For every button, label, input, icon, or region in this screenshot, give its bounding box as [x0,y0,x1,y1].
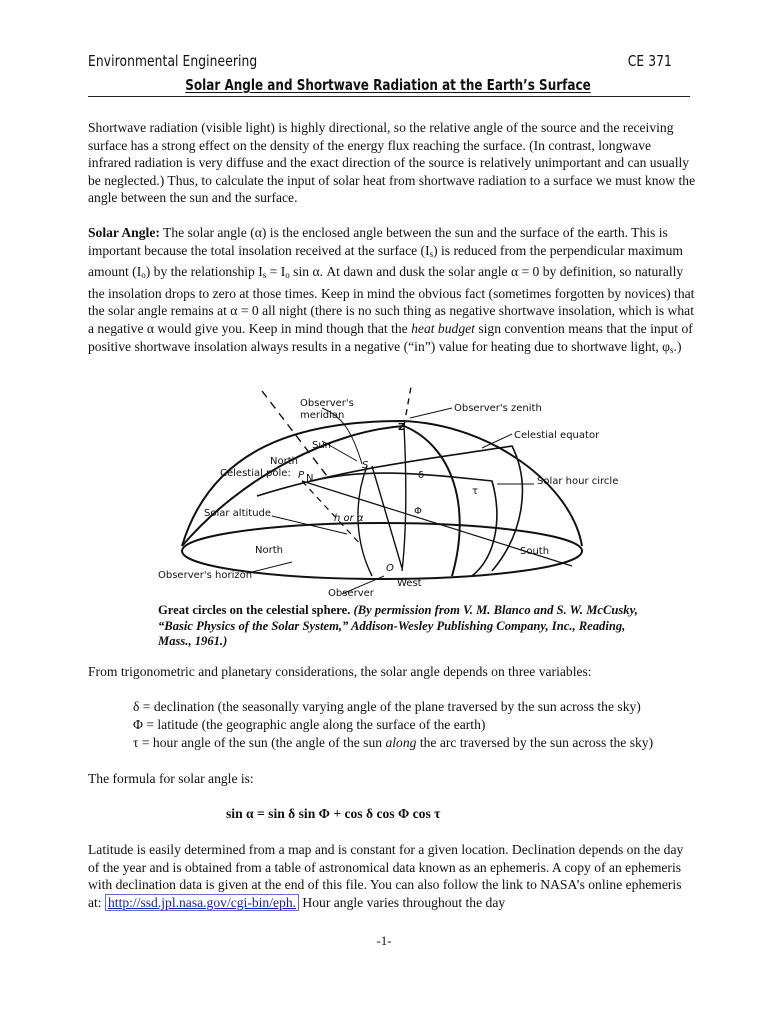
figure-caption [158,603,638,650]
label-pole-sub: N [306,473,314,484]
label-pole-2: Celestial pole: [220,468,291,479]
text-run: .) [673,338,682,354]
label-south: South [520,546,550,557]
label-hour-circle: Solar hour circle [537,476,619,487]
text-run: Latitude is easily determined from a map and is constant for a given location. Declination depends on the day of the year and is obtained from a table of astronomical data known as an ephemeris. A copy of an ephemeris with declination data is given at the end of this file. You can also follow the link to NASA’s online ephemeris at: [88,842,684,910]
solar-angle-paragraph [88,224,696,359]
label-pole-1: North [270,456,298,467]
emphasis: along [385,735,417,750]
text-run: the arc traversed by the sun across the sky) [416,735,654,750]
label-zenith: Observer's zenith [454,403,542,414]
emphasis: heat budget [411,320,475,336]
text-run: Hour angle varies throughout the day [299,894,506,910]
title-rule [88,96,690,97]
solar-angle-heading: Solar Angle: [88,225,160,240]
label-north: North [255,545,283,556]
label-pole-symbol: P [298,470,305,481]
label-observer: Observer [328,588,374,599]
text-run: sign convention means that the input of positive shortwave insolation always results in a negative (“in”) value for heating due to shortwave light, φ [88,320,693,354]
text-run: ) by the relationship I [145,264,263,280]
subscript: s [670,344,674,355]
ephemeris-paragraph [88,841,696,911]
var-hour-angle [133,734,653,752]
subscript: s [429,248,434,259]
var-declination: δ = declination (the seasonally varying angle of the plane traversed by the sun across the sky) [133,699,641,714]
zenith-dashed [404,386,412,426]
subscript: o [141,270,146,281]
solar-angle-formula: sin α = sin δ sin Φ + cos δ cos Φ cos τ [226,806,441,821]
label-o: O [386,563,394,574]
page-number: -1- [376,933,392,948]
document-title: Solar Angle and Shortwave Radiation at the Earth’s Surface [185,76,591,94]
caption-credit: (By permission from V. M. Blanco and S. W. McCusky, “Basic Physics of the Solar System,” Addison-Wesley Publishing Company, Inc., Reading, Mass., 1961.) [158,603,638,648]
text-run: sin α. At dawn and dusk the solar angle α = 0 by definition, so naturally the insolation drops to zero at those times. Keep in mind the obvious fact (sometimes forgotten by novices) that the solar angle remains at α = 0 all night (there is no such thing as negative shortwave insolation, which is what a negative α would give you. Keep in mind though that the [88,264,695,336]
formula-intro: The formula for solar angle is: [88,771,254,786]
course-code: CE 371 [627,52,672,70]
label-sun: Sun [312,440,332,451]
text-run: τ = hour angle of the sun (the angle of the sun [133,735,386,750]
sun-ray [372,466,402,568]
page-header [88,52,672,74]
label-altitude: Solar altitude [204,508,272,519]
label-z: Z [398,422,406,433]
label-west: West [397,578,422,589]
var-latitude: Φ = latitude (the geographic angle along the surface of the earth) [133,717,486,732]
text-run: = I [266,264,286,280]
subscript: s [262,270,267,281]
variables-list [133,698,653,752]
label-tau: τ [472,486,479,497]
leader-horizon [252,562,292,572]
variables-intro: From trigonometric and planetary considerations, the solar angle depends on three variables: [88,664,592,679]
text-run: The solar angle (α) is the enclosed angle between the sun and the surface of the earth. This is important because the total insolation received at the surface (I [88,225,668,258]
label-horizon: Observer's horizon [158,570,253,581]
subscript: o [285,270,290,281]
label-meridian-1: Observer's [300,398,354,409]
label-h-or-a: h or α [334,513,364,524]
text-run: ) is reduced from the perpendicular maximum amount (I [88,242,683,280]
leader-zenith [410,408,452,418]
label-equator: Celestial equator [514,430,600,441]
label-meridian-2: meridian [300,410,345,421]
course-name: Environmental Engineering [88,52,258,70]
intro-paragraph: Shortwave radiation (visible light) is highly directional, so the relative angle of the source and the receiving surface has a strong effect on the density of the energy flux reaching the surface. (In contrast, longwave infrared radiation is very diffuse and the exact direction of the source is relatively unimportant and can usually be neglected.) Thus, to calculate the input of solar heat from shortwave radiation to a surface we must know the angle between the sun and the surface. [88,120,696,206]
ephemeris-link[interactable]: http://ssd.jpl.nasa.gov/cgi-bin/eph. [105,894,299,911]
label-delta: δ [418,470,425,481]
label-phi: Φ [414,506,422,517]
zenith-line [402,426,406,571]
label-s: S [362,460,369,471]
caption-main: Great circles on the celestial sphere. [158,603,351,617]
